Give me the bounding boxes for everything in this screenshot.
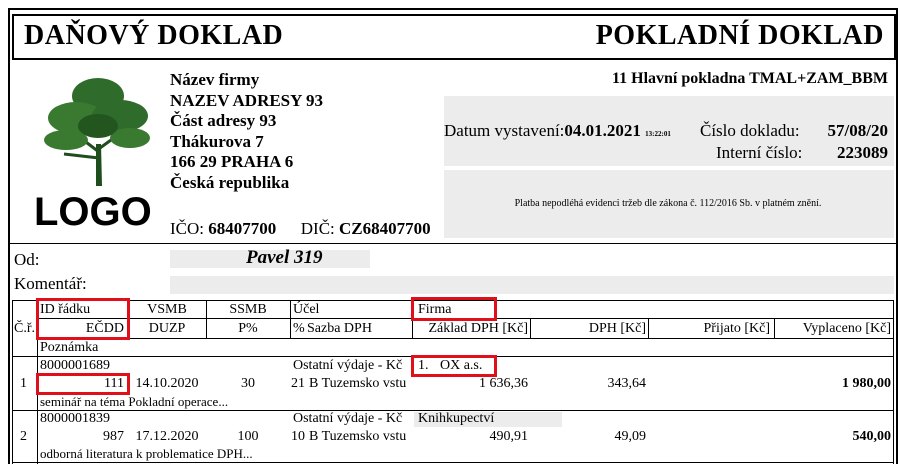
row-id: 8000001689 [40,358,110,373]
issue-time-value: 13:22:01 [645,130,671,138]
col-header-note: Poznámka [40,340,99,355]
col-header-vsmb: VSMB [147,302,187,317]
col-header-vat-rate: Sazba DPH [307,321,372,336]
col-header-ssmb: SSMB [229,302,267,317]
company-line: Název firmy [170,70,260,89]
cash-document-title: POKLADNÍ DOKLAD [595,20,884,51]
row-vat-rate: B Tuzemsko vstu [309,376,407,391]
title-bar [12,14,896,60]
company-line: Thákurova 7 [170,131,264,151]
doc-number-label: Číslo dokladu: [700,121,800,140]
doc-number-value: 57/08/20 [827,121,888,140]
comment-label: Komentář: [14,274,87,293]
table-border [290,300,291,338]
col-header-paid: Vyplaceno [Kč] [802,321,891,336]
row-duzp: 14.10.2020 [135,376,199,391]
row-ecdd: 987 [103,429,124,444]
cash-register-name: 11 Hlavní pokladna TMAL+ZAM_BBM [612,70,888,87]
company-line: Česká republika [170,172,290,192]
comment-field [170,276,894,294]
col-header-vat-base: Základ DPH [Kč] [428,321,528,336]
highlight-row-id [36,298,130,340]
row-firm-code: 1. [418,358,429,373]
col-header-firm: Firma [418,302,452,317]
row-firm: Knihkupectví [418,411,495,426]
row-paid: 540,00 [852,429,891,444]
row-purpose: Ostatní výdaje - Kč [293,411,403,426]
tree-icon [44,74,152,186]
row-p-percent: 100 [237,429,259,444]
col-header-p-percent: P% [238,321,258,336]
col-header-ecdd: EČDD [85,321,124,336]
dic-label: DIČ: [300,219,335,238]
ico-value: 68407700 [208,219,277,238]
table-border [893,300,894,464]
row-vat-base: 1 636,36 [479,376,528,391]
col-header-received: Přijato [Kč] [703,321,770,336]
row-note: odborná literatura k problematice DPH... [40,446,253,461]
issue-date-value: 04.01.2021 [564,121,641,140]
company-line: Část adresy 93 [170,111,277,130]
issue-date-label: Datum vystavení: [444,121,565,140]
highlight-ecdd-value [36,373,130,395]
from-label: Od: [14,250,40,269]
col-header-row-id: ID řádku [40,302,91,317]
row-vat-rate: B Tuzemsko vstu [309,429,407,444]
company-address [170,70,323,193]
company-line: 166 29 PRAHA 6 [170,152,294,171]
internal-number-value: 223089 [837,143,888,162]
internal-number-label: Interní číslo: [716,143,803,162]
row-percent: 10 [291,429,305,444]
from-value: Pavel 319 [246,247,323,268]
company-ids [170,219,431,239]
eet-note: Platba nepodléhá evidenci tržeb dle zákona č. 112/2016 Sb. v platném znění. [514,198,822,209]
company-line: NAZEV ADRESY 93 [170,90,324,110]
row-purpose: Ostatní výdaje - Kč [293,358,403,373]
row-note: seminář na téma Pokladní operace... [40,394,229,409]
row-line-no: 1 [20,376,27,391]
row-percent: 21 [291,376,305,391]
row-vat: 343,64 [607,376,646,391]
col-header-vat: DPH [Kč] [588,321,646,336]
ico-label: IČO: [170,219,204,238]
row-vat: 49,09 [614,429,646,444]
row-line-no: 2 [20,429,27,444]
row-firm: OX a.s. [440,358,483,373]
table-border [37,338,894,339]
row-paid: 1 980,00 [842,376,891,391]
col-header-purpose: Účel [293,302,320,317]
divider [8,243,898,244]
table-border [12,300,13,464]
highlight-firm-value [411,355,497,377]
row-duzp: 17.12.2020 [135,429,199,444]
col-header-line-no: Č.ř. [14,321,35,336]
logo-text: LOGO [34,190,152,234]
row-ecdd: 111 [104,376,124,391]
row-id: 8000001839 [40,411,110,426]
row-p-percent: 30 [241,376,255,391]
row-vat-base: 490,91 [489,429,528,444]
table-border [12,462,894,463]
dic-value: CZ68407700 [339,219,431,238]
issue-date [444,121,671,141]
col-header-duzp: DUZP [148,321,186,336]
col-header-percent: % [293,321,305,336]
highlight-firm-header [411,297,497,321]
tax-document-title: DAŇOVÝ DOKLAD [24,20,284,51]
